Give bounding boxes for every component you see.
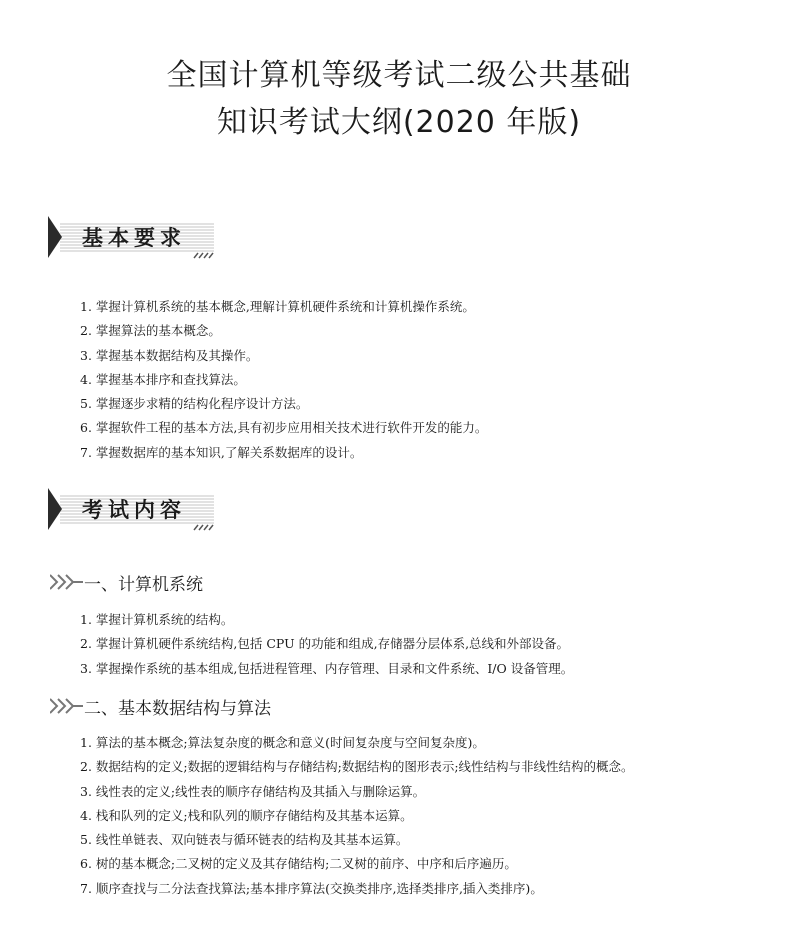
section-banner-requirements bbox=[48, 216, 218, 260]
double-chevron-icon bbox=[50, 698, 84, 714]
list-item: 3. 掌握操作系统的基本组成,包括进程管理、内存管理、目录和文件系统、I/O 设备管理。 bbox=[80, 660, 574, 676]
list-item: 2. 掌握计算机硬件系统结构,包括 CPU 的功能和组成,存储器分层体系,总线和外部设备。 bbox=[80, 636, 570, 652]
list-item: 1. 掌握计算机系统的结构。 bbox=[80, 612, 234, 627]
computer-system-list bbox=[80, 608, 573, 681]
list-item: 2. 掌握算法的基本概念。 bbox=[80, 323, 221, 339]
list-item: 5. 线性单链表、双向链表与循环链表的结构及其基本运算。 bbox=[80, 832, 409, 848]
list-item: 1. 算法的基本概念;算法复杂度的概念和意义(时间复杂度与空间复杂度)。 bbox=[80, 735, 485, 750]
double-chevron-icon bbox=[50, 574, 84, 590]
list-item: 7. 顺序查找与二分法查找算法;基本排序算法(交换类排序,选择类排序,插入类排序)。 bbox=[80, 880, 543, 896]
subsection-title: 二、基本数据结构与算法 bbox=[84, 699, 271, 719]
section-heading-requirements: 基本要求 bbox=[82, 226, 186, 250]
section-banner-content bbox=[48, 488, 218, 532]
page-title-line-1: 全国计算机等级考试二级公共基础 bbox=[166, 58, 632, 93]
list-item: 1. 掌握计算机系统的基本概念,理解计算机硬件系统和计算机操作系统。 bbox=[80, 299, 475, 314]
section-heading-content: 考试内容 bbox=[82, 498, 186, 522]
page-title-line-2: 知识考试大纲(2020 年版) bbox=[216, 105, 582, 140]
list-item: 5. 掌握逐步求精的结构化程序设计方法。 bbox=[80, 396, 309, 412]
list-item: 2. 数据结构的定义;数据的逻辑结构与存储结构;数据结构的图形表示;线性结构与非线性结构的概念。 bbox=[80, 759, 634, 775]
banner-arrow-icon bbox=[48, 216, 62, 258]
list-item: 3. 掌握基本数据结构及其操作。 bbox=[80, 347, 259, 363]
list-item: 4. 栈和队列的定义;栈和队列的顺序存储结构及其基本运算。 bbox=[80, 807, 413, 823]
subsection-title: 一、计算机系统 bbox=[84, 575, 203, 595]
list-item: 7. 掌握数据库的基本知识,了解关系数据库的设计。 bbox=[80, 444, 363, 460]
list-item: 4. 掌握基本排序和查找算法。 bbox=[80, 371, 246, 387]
list-item: 6. 树的基本概念;二叉树的定义及其存储结构;二叉树的前序、中序和后序遍历。 bbox=[80, 856, 517, 872]
data-structures-list bbox=[80, 731, 634, 901]
requirements-list bbox=[80, 295, 487, 465]
banner-arrow-icon bbox=[48, 488, 62, 530]
list-item: 6. 掌握软件工程的基本方法,具有初步应用相关技术进行软件开发的能力。 bbox=[80, 420, 488, 436]
list-item: 3. 线性表的定义;线性表的顺序存储结构及其插入与删除运算。 bbox=[80, 783, 426, 799]
